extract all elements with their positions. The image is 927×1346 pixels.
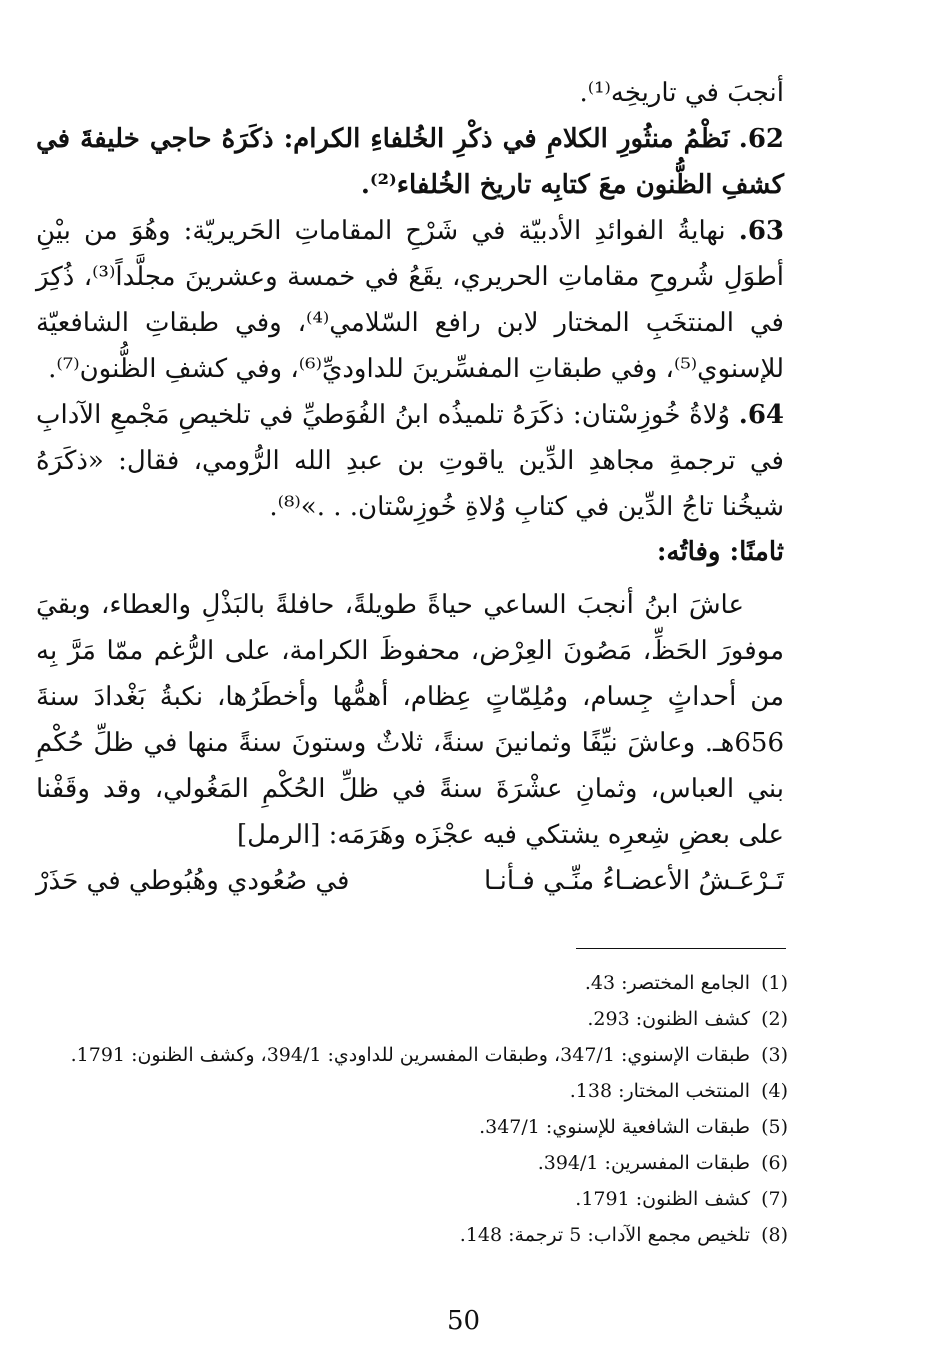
verse-first-hemistich: تَـرْعَـشُ الأعضـاءُ منِّـي فـأنـا <box>484 866 784 896</box>
footnote-text: الجامع المختصر: 43. <box>584 972 750 994</box>
footnote-separator <box>576 948 786 949</box>
footnote-8 <box>40 1218 788 1252</box>
entry-62 <box>36 116 784 208</box>
footnote-text: كشف الظنون: 293. <box>587 1008 750 1030</box>
footnote-3 <box>40 1038 788 1072</box>
entry-64-text: وُلاةُ خُوزِسْتان: ذكَرَهُ تلميذُه ابنُ الفُوَطيِّ في تلخيصِ مَجْمعِ الآدابِ في ترجمةِ مجاهدِ الدِّين ياقوتِ بن عبدِ الله الرُّومي، فقال: «ذكَرَهُ شيخُنا تاجُ الدِّين في كتابِ وُلاةِ خُوزِسْتان. . .»⁽⁸⁾. <box>36 400 784 522</box>
main-text <box>36 70 784 904</box>
entry-62-text: نَظْمُ منثُورِ الكلامِ في ذكْرِ الخُلفاءِ الكرام: ذكَرَهُ حاجي خليفةَ في كشفِ الظُّنون معَ كتابِه تاريخ الخُلفاء⁽²⁾. <box>36 124 784 200</box>
entry-63-number: 63. <box>738 216 785 246</box>
footnote-mark: (3) <box>761 1044 788 1066</box>
footnote-mark: (8) <box>761 1224 788 1246</box>
footnote-text: المنتخب المختار: 138. <box>569 1080 750 1102</box>
footnote-6 <box>40 1146 788 1180</box>
intro-text: أنجبَ في تاريخِه⁽¹⁾. <box>579 78 784 108</box>
footnote-text: طبقات المفسرين: 394/1. <box>537 1152 750 1174</box>
footnote-4 <box>40 1074 788 1108</box>
entry-63-text: نهايةُ الفوائدِ الأدبيّة في شَرْحِ المقاماتِ الحَريريّة: وهُوَ من بيْنِ أطوَلِ شُروحِ مقاماتِ الحريري، يقَعُ في خمسة وعشرينَ مجلَّداً⁽³⁾، ذُكِرَ في المنتخَبِ المختار لابن رافع السّلامي⁽⁴⁾، وفي طبقاتِ الشافعيّة للإسنوي⁽⁵⁾، وفي طبقاتِ المفسِّرينَ للداوديِّ⁽⁶⁾، وفي كشفِ الظُّنون⁽⁷⁾. <box>36 216 784 384</box>
footnote-mark: (5) <box>761 1116 788 1138</box>
footnote-mark: (1) <box>761 972 788 994</box>
entry-64-number: 64. <box>738 400 784 430</box>
footnote-5 <box>40 1110 788 1144</box>
page-number: 50 <box>446 1306 481 1336</box>
entry-62-number: 62. <box>738 124 784 154</box>
footnote-mark: (6) <box>761 1152 788 1174</box>
footnote-text: طبقات الشافعية للإسنوي: 347/1. <box>479 1116 750 1138</box>
footnote-text: كشف الظنون: 1791. <box>575 1188 750 1210</box>
footnotes <box>40 966 788 1254</box>
entry-64 <box>36 392 784 530</box>
intro-line <box>36 70 784 116</box>
footnote-text: طبقات الإسنوي: 347/1، وطبقات المفسرين للداودي: 394/1، وكشف الظنون: 1791. <box>70 1044 750 1066</box>
poem-verse <box>36 858 784 904</box>
footnote-2 <box>40 1002 788 1036</box>
footnote-mark: (7) <box>761 1188 788 1210</box>
footnote-text: تلخيص مجمع الآداب: 5 ترجمة: 148. <box>459 1224 750 1246</box>
section-heading: ثامنًا: وفاتُه: <box>656 537 784 567</box>
footnote-mark: (4) <box>761 1080 788 1102</box>
footnote-1 <box>40 966 788 1000</box>
entry-63 <box>36 208 784 392</box>
verse-second-hemistich: في صُعُودي وهُبُوطي في حَذَرْ <box>36 866 350 896</box>
footnote-mark: (2) <box>761 1008 788 1030</box>
footnote-7 <box>40 1182 788 1216</box>
body-paragraph: عاشَ ابنُ أنجبَ الساعي حياةً طويلةً، حافلةً بالبَذْلِ والعطاء، وبقيَ موفورَ الحَظِّ، مَصُونَ العِرْض، محفوظَ الكرامة، على الرُّغم ممّا مَرَّ بِه من أحداثٍ جِسام، ومُلِمّاتٍ عِظام، أهمُّها وأخطَرُها، نكبةُ بَغْدادَ سنةَ 656هـ. وعاشَ نيِّفًا وثمانينَ سنةً، ثلاثٌ وستونَ سنةً منها في ظلِّ حُكْمِ بني العباس، وثمانِ عشْرَةَ سنةً في ظلِّ الحُكْمِ المَغُولي، وقد وقَفْنا على بعضِ شِعرِه يشتكي فيه عجْزَه وهَرَمَه: [الرمل] <box>36 590 784 850</box>
